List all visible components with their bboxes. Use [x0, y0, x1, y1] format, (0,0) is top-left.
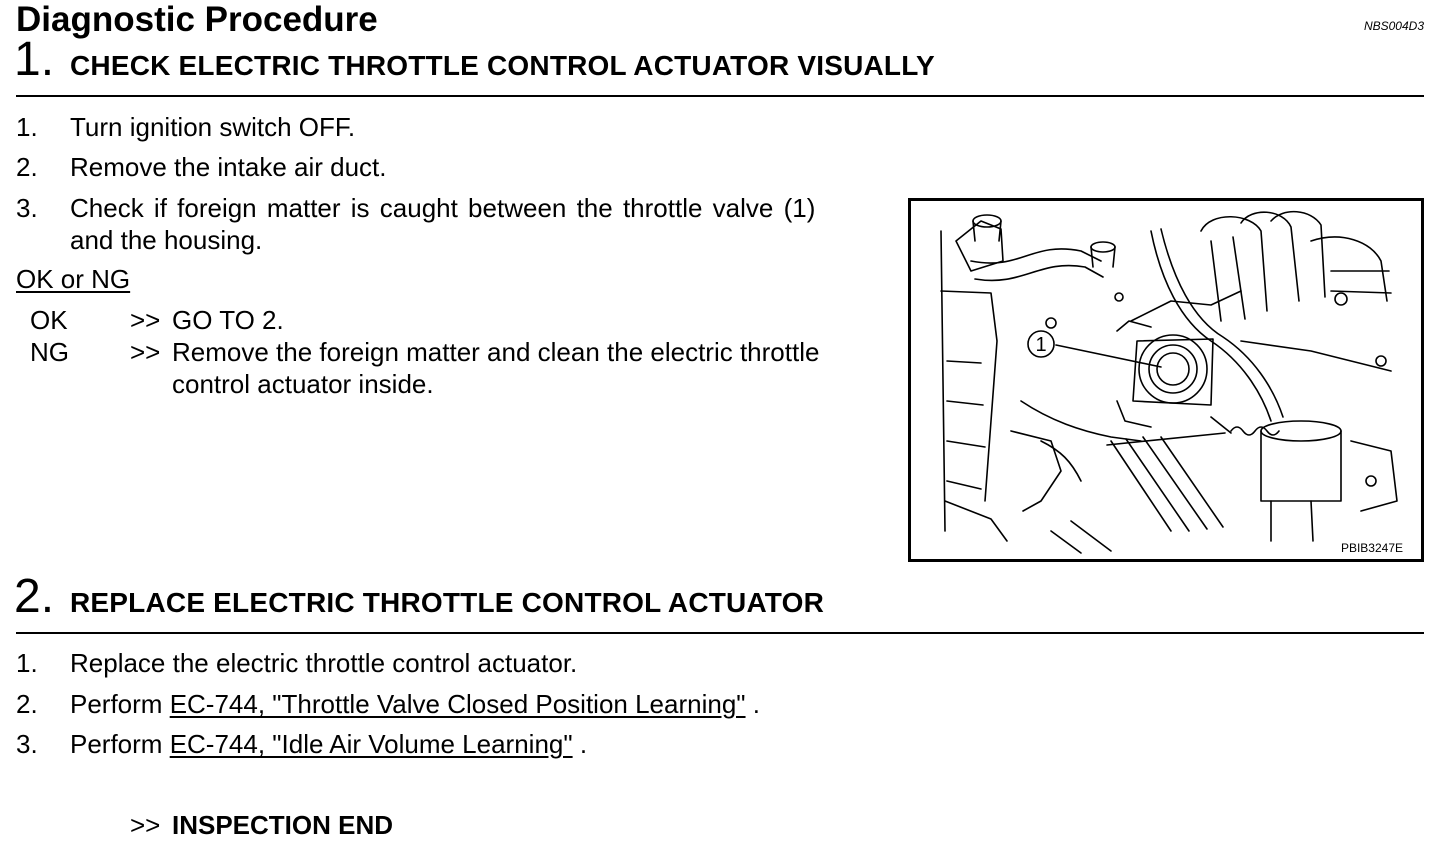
step-2-item-suffix: .	[745, 689, 760, 719]
step-1-item-number: 2.	[16, 152, 38, 182]
step-1-item	[0, 192, 900, 256]
step-2-item-text	[70, 728, 587, 760]
step-2-item-text: Replace the electric throttle control actuator.	[70, 648, 578, 678]
idle-air-volume-learning-link[interactable]: EC-744, "Idle Air Volume Learning"	[169, 729, 573, 759]
result-header: OK or NG	[16, 264, 131, 294]
step-1-item-text-continued: and the housing.	[70, 225, 263, 255]
step-2-number: 2.	[14, 570, 55, 623]
step-2-item-number: 2.	[16, 689, 38, 719]
step-1-item-text: Remove the intake air duct.	[70, 152, 387, 182]
page-title: Diagnostic Procedure	[16, 0, 378, 39]
engine-bay-illustration	[911, 201, 1421, 559]
reference-code: NBS004D3	[1363, 19, 1424, 33]
result-ng-text-continued: control actuator inside.	[172, 369, 434, 399]
throttle-valve-learning-link[interactable]: EC-744, "Throttle Valve Closed Position Learning"	[169, 689, 746, 719]
step-2-divider	[16, 632, 1424, 634]
step-1-item-text: Check if foreign matter is caught between the throttle valve (1)	[70, 193, 816, 223]
result-ng-arrow: >>	[130, 337, 161, 367]
result-ng-label: NG	[30, 337, 69, 367]
step-2-item-suffix: .	[572, 729, 588, 759]
end-arrow: >>	[130, 810, 161, 840]
step-2-item-prefix: Perform	[70, 689, 170, 719]
step-2-item-number: 3.	[16, 729, 38, 759]
step-2-item-text	[70, 688, 760, 720]
result-ok-label: OK	[30, 305, 68, 335]
step-1-item-number: 1.	[16, 112, 38, 142]
step-2-item-number: 1.	[16, 648, 38, 678]
throttle-actuator-figure	[908, 198, 1424, 562]
step-1-number: 1.	[14, 33, 55, 86]
result-ng-text: Remove the foreign matter and clean the electric throttle	[172, 337, 820, 367]
figure-code: PBIB3247E	[1340, 541, 1403, 555]
step-1-divider	[16, 95, 1424, 97]
step-1-title: CHECK ELECTRIC THROTTLE CONTROL ACTUATOR VISUALLY	[70, 50, 935, 81]
step-2-title: REPLACE ELECTRIC THROTTLE CONTROL ACTUATOR	[70, 587, 825, 618]
inspection-end-text: INSPECTION END	[172, 810, 394, 840]
figure-callout-1: 1	[1035, 334, 1047, 356]
step-1-item-text: Turn ignition switch OFF.	[70, 112, 356, 142]
step-2-item-prefix: Perform	[70, 729, 170, 759]
result-ok-arrow: >>	[130, 305, 161, 335]
result-ok-text: GO TO 2.	[172, 305, 284, 335]
step-1-item-number: 3.	[16, 193, 38, 223]
